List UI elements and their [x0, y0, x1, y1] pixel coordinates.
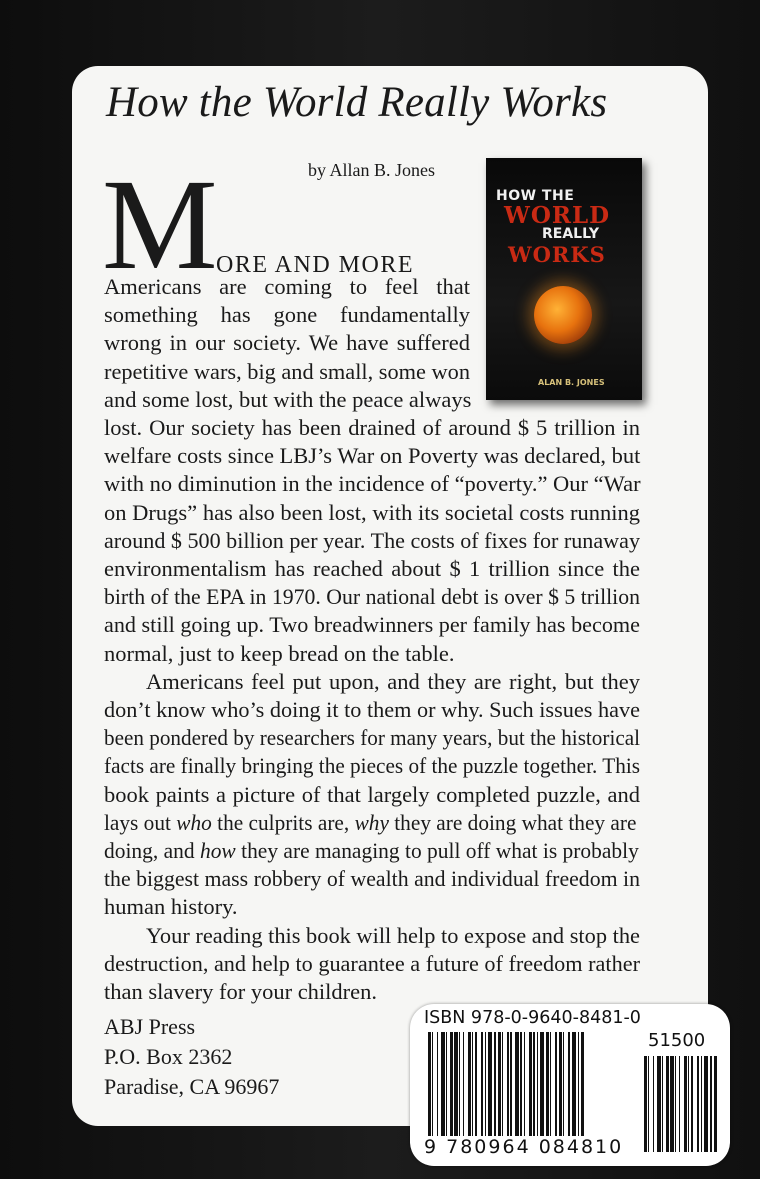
- price-barcode-bars: [644, 1056, 716, 1152]
- body-line: environmentalism has reached about $ 1 trillion since the: [104, 556, 640, 581]
- publisher-city: Paradise, CA 96967: [104, 1074, 280, 1099]
- body-line: Americans are coming to feel that: [104, 274, 470, 299]
- thumbnail-title-line4: WORKS: [508, 242, 606, 267]
- body-line: human history.: [104, 894, 238, 920]
- price-code: 51500: [648, 1030, 706, 1051]
- lead-in-text: ORE AND MORE: [216, 252, 415, 278]
- body-line: with no diminution in the incidence of “poverty.” Our “War: [104, 471, 641, 497]
- body-line: don’t know who’s doing it to them or why. Such issues have: [104, 697, 640, 722]
- publisher-name: ABJ Press: [104, 1014, 196, 1039]
- body-line: and some lost, but with the peace always: [104, 386, 472, 412]
- body-line: lost. Our society has been drained of around $ 5 trillion in: [104, 415, 640, 440]
- body-line: than slavery for your children.: [104, 979, 378, 1004]
- barcode-digits: 9 780964 084810: [424, 1136, 624, 1158]
- body-line: Your reading this book will help to expose and stop the: [146, 922, 640, 948]
- body-line: facts are finally bringing the pieces of the puzzle together. This: [104, 753, 640, 779]
- body-line: repetitive wars, big and small, some won: [104, 358, 470, 384]
- book-title: How the World Really Works: [106, 79, 608, 126]
- drop-cap: M: [102, 153, 218, 297]
- body-line: destruction, and help to guarantee a future of freedom rather: [104, 950, 640, 976]
- thumbnail-author: ALAN B. JONES: [538, 378, 605, 387]
- body-line: the biggest mass robbery of wealth and individual freedom in: [104, 866, 640, 892]
- thumbnail-title-line2: WORLD: [504, 202, 611, 229]
- author-byline: by Allan B. Jones: [308, 160, 436, 180]
- body-line: something has gone fundamentally: [104, 302, 470, 328]
- body-line: and still going up. Two breadwinners per family has become: [104, 612, 640, 638]
- thumbnail-title-line1: HOW THE: [496, 188, 575, 204]
- barcode-bars: [428, 1032, 584, 1136]
- body-line: lays out who the culprits are, why they are doing what they are: [104, 809, 637, 835]
- book-cover-thumbnail: [486, 158, 642, 400]
- body-line: Americans feel put upon, and they are right, but they: [146, 668, 640, 694]
- body-line: welfare costs since LBJ’s War on Poverty was declared, but: [104, 443, 641, 469]
- body-line: been pondered by researchers for many years, but the historical: [104, 725, 640, 751]
- thumbnail-title-line3: REALLY: [542, 226, 599, 242]
- body-line: doing, and how they are managing to pull off what is probably: [104, 838, 639, 863]
- globe-icon: [534, 286, 592, 344]
- publisher-box: P.O. Box 2362: [104, 1044, 233, 1069]
- body-line: normal, just to keep bread on the table.: [104, 640, 455, 666]
- body-line: on Drugs” has also been lost, with its societal costs running: [104, 499, 640, 525]
- body-line: wrong in our society. We have suffered: [104, 330, 470, 356]
- body-line: around $ 500 billion per year. The costs of fixes for runaway: [104, 527, 640, 553]
- body-line: book paints a picture of that largely completed puzzle, and: [104, 781, 640, 807]
- isbn-text: ISBN 978-0-9640-8481-0: [424, 1008, 641, 1028]
- body-line: birth of the EPA in 1970. Our national debt is over $ 5 trillion: [104, 584, 640, 610]
